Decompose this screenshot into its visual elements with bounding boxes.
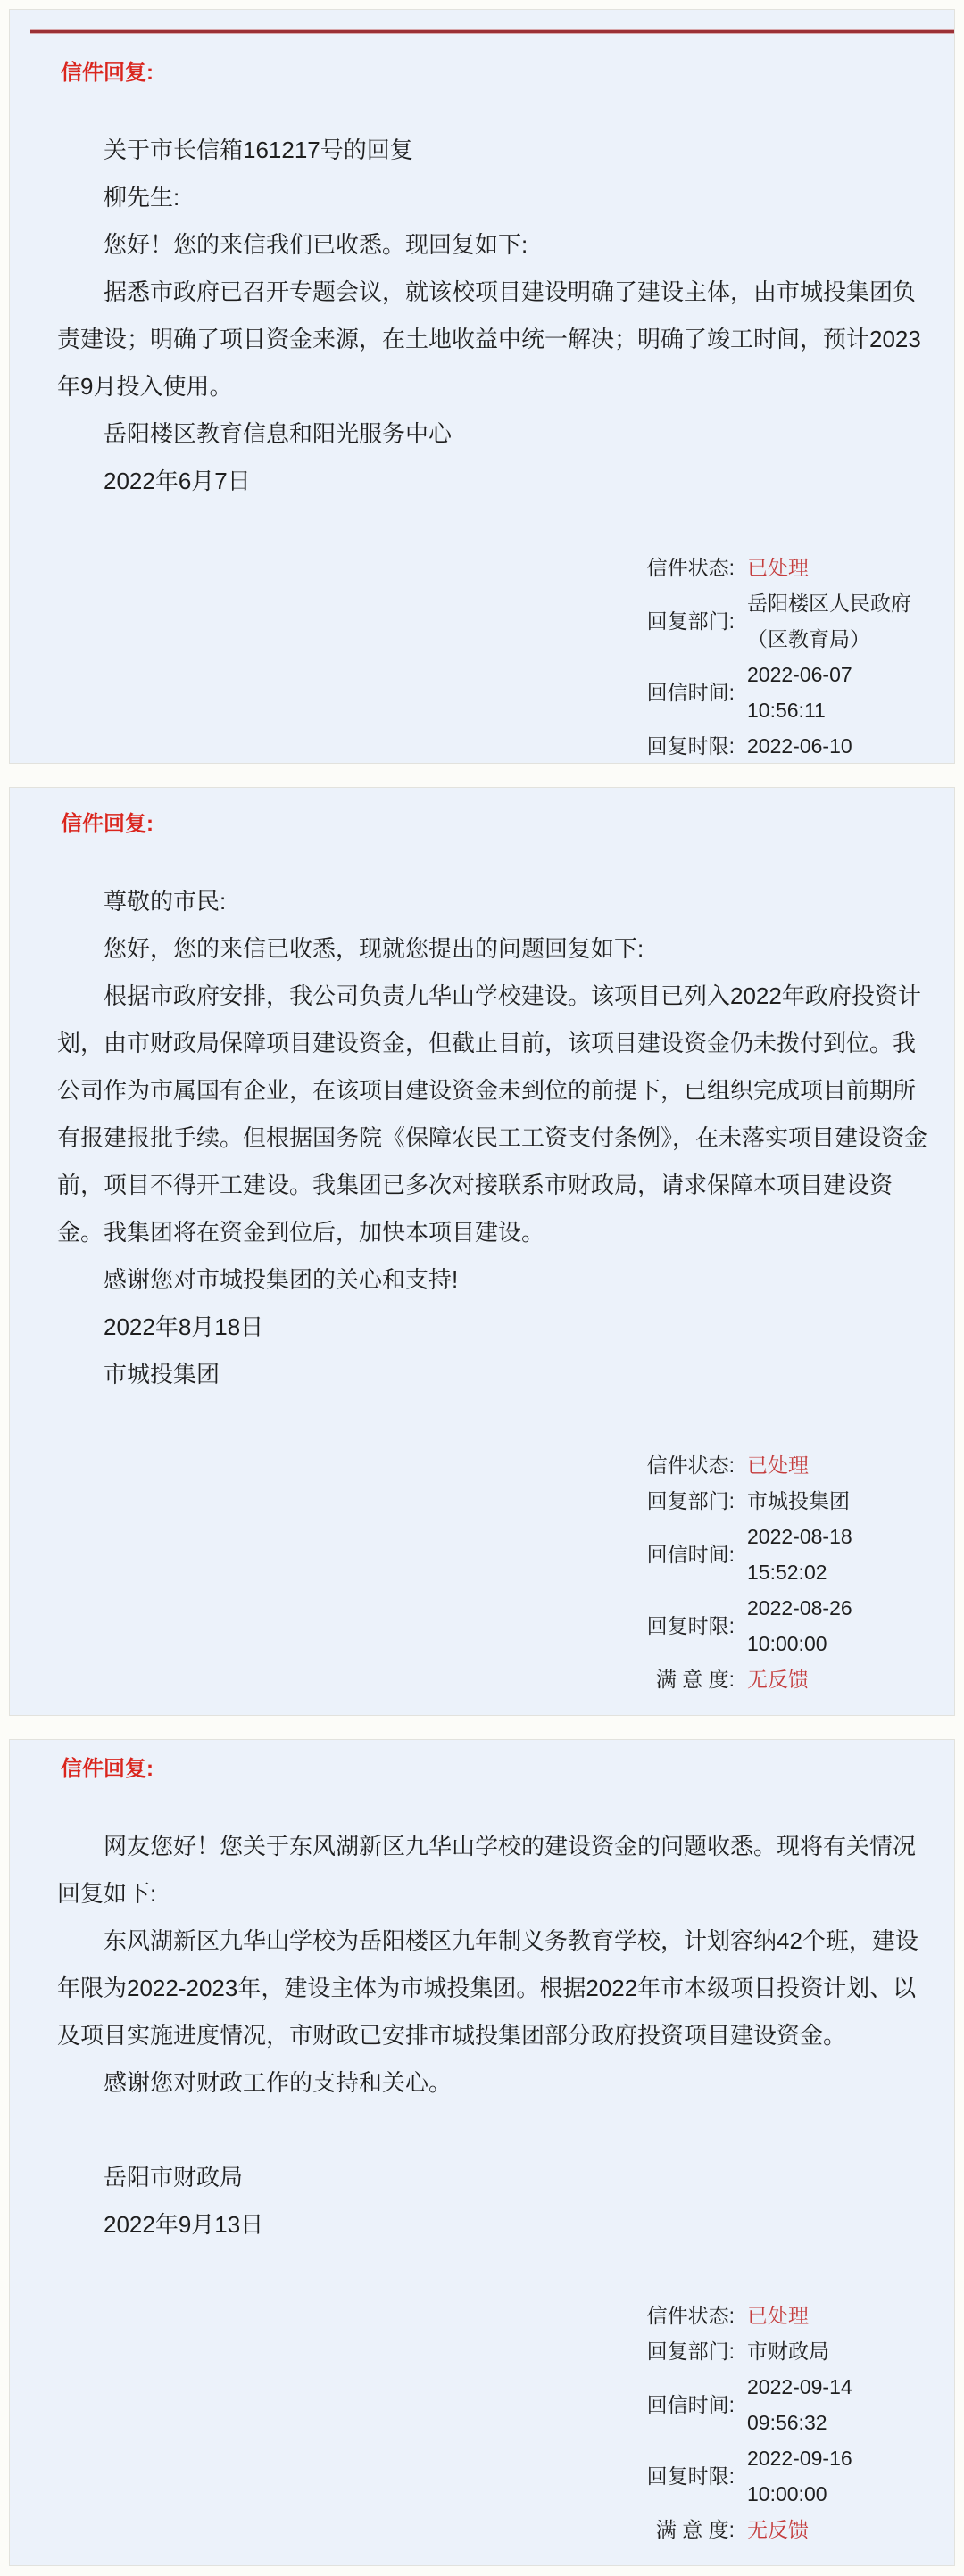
reply-header-label: 信件回复:: [61, 1757, 154, 1781]
letter-body: [57, 878, 935, 1398]
meta-row-dept: [619, 585, 933, 657]
reply-header-label: 信件回复:: [61, 812, 154, 836]
letter-paragraph: 关于市长信箱161217号的回复: [104, 137, 413, 163]
meta-label-satisfaction: 满 意 度:: [655, 1668, 735, 1691]
meta-label-dept: 回复部门:: [646, 2340, 735, 2363]
letter-date: 2022年9月13日: [104, 2211, 264, 2238]
meta-row-deadline: [619, 2440, 933, 2512]
meta-row-satisfaction: [619, 1661, 933, 1697]
meta-row-dept: [619, 2333, 933, 2369]
meta-row-reply-time: [619, 657, 933, 728]
reply-card-2: [9, 787, 955, 1716]
meta-row-status: [619, 1447, 933, 1483]
letter-paragraph: 东风湖新区九华山学校为岳阳楼区九年制义务教育学校，计划容纳42个班，建设年限为2022-2023年，建设主体为市城投集团。根据2022年市本级项目投资计划、以及项目实施进度情况，市财政已安排市城投集团部分政府投资项目建设资金。: [57, 1927, 918, 2049]
meta-label-status: 信件状态:: [646, 2304, 735, 2327]
meta-label-reply-time: 回信时间:: [646, 2393, 735, 2416]
letter-date: 2022年8月18日: [104, 1313, 264, 1340]
letter-paragraph: 根据市政府安排，我公司负责九华山学校建设。该项目已列入2022年政府投资计划，由市财政局保障项目建设资金，但截止目前，该项目建设资金仍未拨付到位。我公司作为市属国有企业，在该项目建设资金未到位的前提下，已组织完成项目前期所有报建报批手续。但根据国务院《保障农民工工资支付条例》，在未落实项目建设资金前，项目不得开工建设。我集团已多次对接联系市财政局，请求保障本项目建设资金。我集团将在资金到位后，加快本项目建设。: [57, 982, 928, 1246]
meta-label-deadline: 回复时限:: [646, 1614, 735, 1637]
letter-paragraph: 据悉市政府已召开专题会议，就该校项目建设明确了建设主体，由市城投集团负责建设；明确了项目资金来源，在土地收益中统一解决；明确了竣工时间，预计2023年9月投入使用。: [57, 278, 921, 400]
meta-value-dept: 市城投集团: [747, 1489, 850, 1512]
meta-label-reply-time: 回信时间:: [646, 681, 735, 704]
reply-card-1: [9, 9, 955, 764]
meta-value-status: 已处理: [747, 556, 809, 579]
letter-signature: 岳阳楼区教育信息和阳光服务中心: [104, 420, 453, 447]
meta-row-deadline: [619, 1590, 933, 1661]
meta-row-status: [619, 550, 933, 585]
meta-value-satisfaction: 无反馈: [747, 1668, 809, 1691]
meta-row-status: [619, 2298, 933, 2333]
meta-value-dept: 市财政局: [747, 2340, 829, 2363]
meta-label-reply-time: 回信时间:: [646, 1543, 735, 1566]
meta-row-reply-time: [619, 2369, 933, 2440]
meta-row-deadline: [619, 728, 933, 764]
meta-label-status: 信件状态:: [646, 1454, 735, 1477]
letter-paragraph: 感谢您对市城投集团的关心和支持!: [104, 1266, 459, 1293]
meta-value-status: 已处理: [747, 2304, 809, 2327]
letter-paragraph: 网友您好！您关于东风湖新区九华山学校的建设资金的问题收悉。现将有关情况回复如下:: [57, 1833, 917, 1907]
meta-label-dept: 回复部门:: [646, 609, 735, 633]
letter-date: 2022年6月7日: [104, 468, 251, 494]
letter-signature: 岳阳市财政局: [104, 2164, 244, 2191]
letter-paragraph: 您好！您的来信我们已收悉。现回复如下:: [104, 231, 528, 258]
letter-body: [57, 1823, 935, 2249]
letter-body: [57, 127, 935, 505]
meta-value-reply-time: 2022-06-07 10:56:11: [747, 663, 852, 722]
meta-row-satisfaction: [619, 2512, 933, 2547]
letter-meta: [619, 550, 933, 764]
letter-paragraph: 柳先生:: [104, 184, 180, 211]
meta-row-reply-time: [619, 1519, 933, 1590]
reply-card-3: [9, 1739, 955, 2566]
divider-rule: [30, 30, 954, 33]
meta-value-reply-time: 2022-09-14 09:56:32: [747, 2375, 852, 2434]
meta-value-status: 已处理: [747, 1454, 809, 1477]
meta-label-status: 信件状态:: [646, 556, 735, 579]
meta-label-deadline: 回复时限:: [646, 734, 735, 758]
meta-value-reply-time: 2022-08-18 15:52:02: [747, 1525, 852, 1584]
meta-label-deadline: 回复时限:: [646, 2464, 735, 2488]
meta-value-deadline: 2022-06-10: [747, 734, 852, 758]
letter-meta: [619, 2298, 933, 2547]
letter-paragraph: 感谢您对财政工作的支持和关心。: [104, 2069, 453, 2096]
meta-value-deadline: 2022-09-16 10:00:00: [747, 2447, 852, 2506]
letter-paragraph: 尊敬的市民:: [104, 888, 227, 915]
reply-header-label: 信件回复:: [61, 61, 154, 85]
meta-label-dept: 回复部门:: [646, 1489, 735, 1512]
letter-paragraph: 您好，您的来信已收悉，现就您提出的问题回复如下:: [104, 935, 644, 962]
meta-value-dept: 岳阳楼区人民政府（区教育局）: [747, 592, 911, 650]
meta-value-deadline: 2022-08-26 10:00:00: [747, 1596, 852, 1655]
meta-row-dept: [619, 1483, 933, 1519]
letter-signature: 市城投集团: [104, 1361, 220, 1387]
letter-meta: [619, 1447, 933, 1697]
meta-label-satisfaction: 满 意 度:: [655, 2518, 735, 2541]
meta-value-satisfaction: 无反馈: [747, 2518, 809, 2541]
